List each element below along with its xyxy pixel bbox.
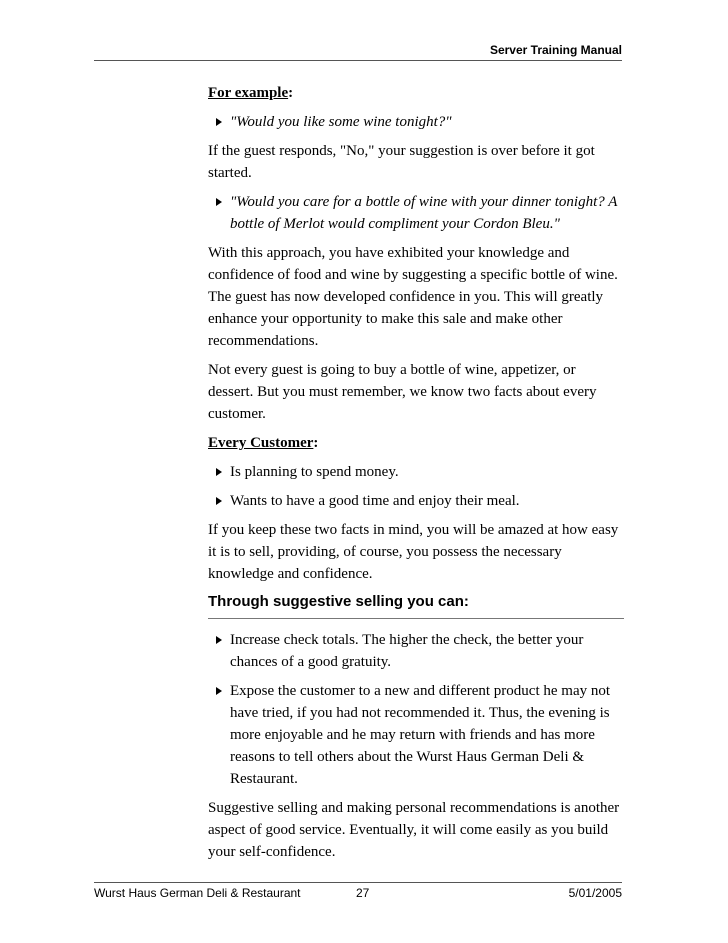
bullet-text: Expose the customer to a new and different product he may not have tried, if you had not recommended it. Thus, the evening is more enjoyable and he may return with friends and has more reasons to tell others about the Wurst Haus German Deli & Restaurant.: [230, 683, 611, 787]
bullet-check-totals: [208, 629, 624, 673]
every-customer-label: [208, 432, 624, 454]
footer-rule: [94, 882, 622, 883]
page-number: 27: [356, 886, 370, 900]
bullet-text: "Would you care for a bottle of wine with your dinner tonight? A bottle of Merlot would compliment your Cordon Bleu.": [230, 194, 618, 232]
header-title: Server Training Manual: [489, 43, 622, 57]
section-heading: Through suggestive selling you can:: [208, 592, 624, 619]
every-customer-label-colon: :: [313, 435, 319, 451]
page-content: [208, 82, 624, 870]
example-label-colon: :: [288, 85, 294, 101]
paragraph: If you keep these two facts in mind, you will be amazed at how easy it is to sell, providing, of course, you possess the necessary knowledge and confidence.: [208, 522, 619, 582]
paragraph: Not every guest is going to buy a bottle of wine, appetizer, or dessert. But you must remember, we know two facts about every customer.: [208, 362, 597, 422]
footer-company: Wurst Haus German Deli & Restaurant: [94, 886, 301, 900]
bullet-good-time: [208, 490, 624, 512]
bullet-text: Wants to have a good time and enjoy their meal.: [230, 493, 520, 509]
every-customer-label-text: Every Customer: [208, 435, 314, 451]
bullet-new-product: [208, 680, 624, 790]
example-label: [208, 82, 624, 104]
footer-date: 5/01/2005: [568, 886, 622, 900]
header-rule: [94, 60, 622, 61]
bullet-wine-suggestion: [208, 191, 624, 235]
bullet-wine-question: [208, 111, 624, 133]
bullet-text: "Would you like some wine tonight?": [230, 114, 452, 130]
triangle-bullet-icon: [216, 118, 222, 126]
triangle-bullet-icon: [216, 468, 222, 476]
example-label-text: For example: [208, 85, 289, 101]
paragraph: If the guest responds, "No," your suggestion is over before it got started.: [208, 143, 595, 181]
paragraph: With this approach, you have exhibited your knowledge and confidence of food and wine by suggesting a specific bottle of wine. The guest has now developed confidence in you. This will greatly enhance your opportunity to make this sale and make other recommendations.: [208, 245, 618, 349]
triangle-bullet-icon: [216, 687, 222, 695]
triangle-bullet-icon: [216, 198, 222, 206]
bullet-spend-money: [208, 461, 624, 483]
bullet-text: Increase check totals. The higher the check, the better your chances of a good gratuity.: [230, 632, 584, 670]
paragraph: Suggestive selling and making personal recommendations is another aspect of good service. Eventually, it will come easily as you build your self-confidence.: [208, 800, 620, 860]
triangle-bullet-icon: [216, 497, 222, 505]
bullet-text: Is planning to spend money.: [230, 464, 399, 480]
triangle-bullet-icon: [216, 636, 222, 644]
